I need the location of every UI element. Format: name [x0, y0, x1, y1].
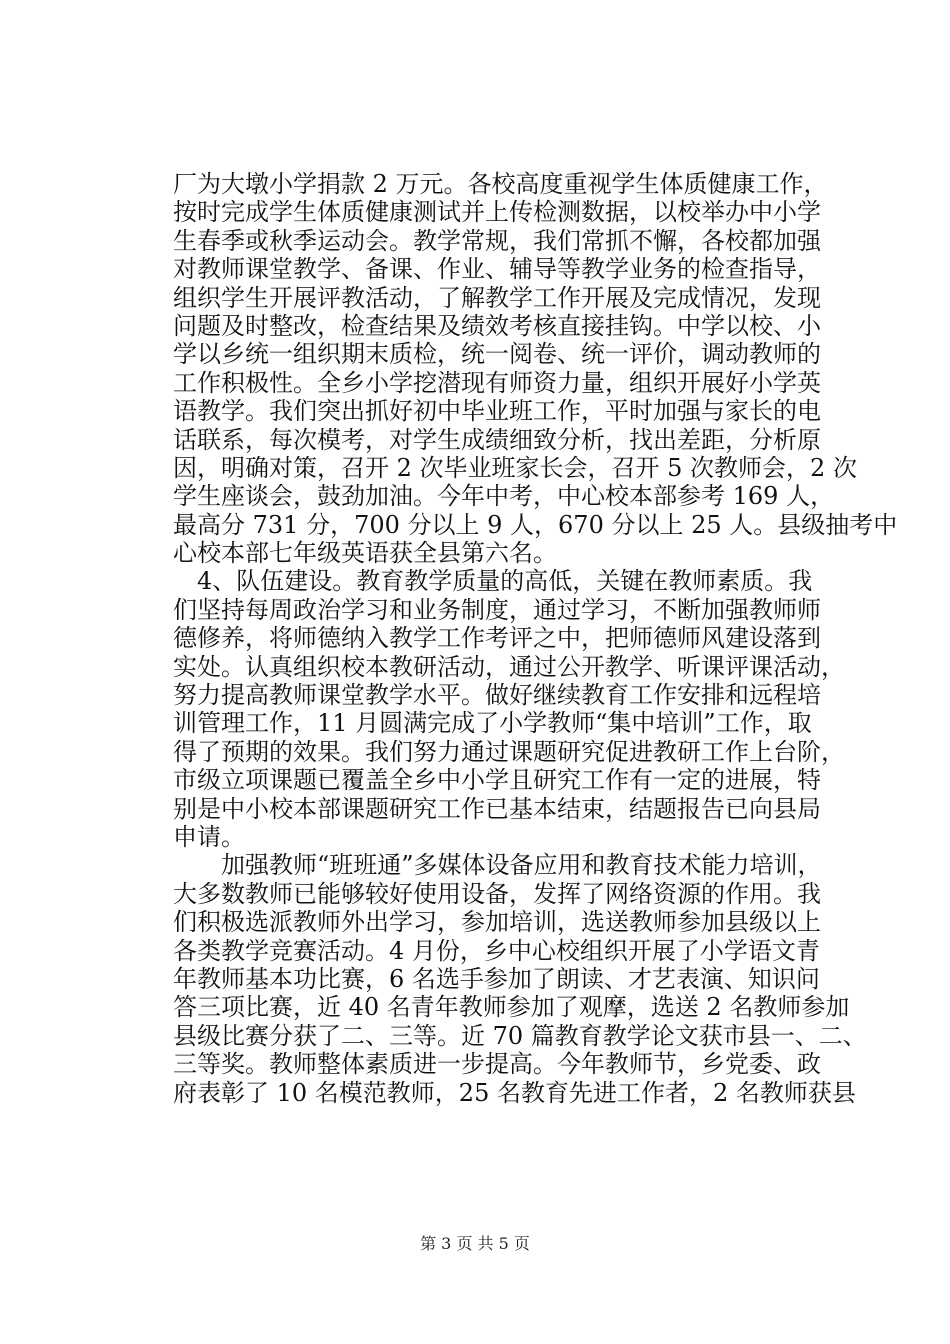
text-line: 心校本部七年级英语获全县第六名。	[173, 539, 557, 568]
text-line: 府表彰了 10 名模范教师，25 名教育先进工作者，2 名教师获县	[173, 1078, 856, 1107]
text-line: 组织学生开展评教活动，了解教学工作开展及完成情况，发现	[173, 283, 821, 312]
text-line: 语教学。我们突出抓好初中毕业班工作，平时加强与家长的电	[173, 397, 821, 426]
text-line: 问题及时整改，检查结果及绩效考核直接挂钩。中学以校、小	[173, 311, 821, 340]
text-line: 4、队伍建设。教育教学质量的高低，关键在教师素质。我	[173, 567, 813, 596]
text-line: 厂为大墩小学捐款 2 万元。各校高度重视学生体质健康工作，	[173, 170, 828, 198]
text-line: 加强教师“班班通”多媒体设备应用和教育技术能力培训，	[173, 851, 822, 880]
body-text	[173, 170, 898, 1107]
text-line: 申请。	[173, 822, 245, 851]
text-line: 答三项比赛，近 40 名青年教师参加了观摩，选送 2 名教师参加	[173, 993, 850, 1022]
text-line: 按时完成学生体质健康测试并上传检测数据，以校举办中小学	[173, 198, 821, 227]
text-line: 最高分 731 分，700 分以上 9 人，670 分以上 25 人。县级抽考中	[173, 510, 898, 539]
text-line: 各类教学竞赛活动。4 月份，乡中心校组织开展了小学语文青	[173, 936, 820, 965]
text-line: 们积极选派教师外出学习，参加培训，选送教师参加县级以上	[173, 908, 821, 937]
text-line: 县级比赛分获了二、三等。近 70 篇教育教学论文获市县一、二、	[173, 1021, 867, 1050]
text-line: 训管理工作，11 月圆满完成了小学教师“集中培训”工作，取	[173, 709, 812, 738]
text-line: 别是中小校本部课题研究工作已基本结束，结题报告已向县局	[173, 794, 821, 823]
text-line: 们坚持每周政治学习和业务制度，通过学习，不断加强教师师	[173, 595, 821, 624]
text-line: 学生座谈会，鼓劲加油。今年中考，中心校本部参考 169 人，	[173, 482, 835, 511]
text-line: 得了预期的效果。我们努力通过课题研究促进教研工作上台阶，	[173, 737, 845, 766]
text-line: 实处。认真组织校本教研活动，通过公开教学、听课评课活动，	[173, 652, 845, 681]
text-line: 市级立项课题已覆盖全乡中小学且研究工作有一定的进展，特	[173, 766, 821, 795]
text-line: 话联系，每次模考，对学生成绩细致分析，找出差距，分析原	[173, 425, 821, 454]
page-number-footer: 第 3 页 共 5 页	[420, 1234, 530, 1253]
text-line: 努力提高教师课堂教学水平。做好继续教育工作安排和远程培	[173, 681, 821, 710]
text-line: 学以乡统一组织期末质检，统一阅卷、统一评价，调动教师的	[173, 340, 821, 369]
text-line: 年教师基本功比赛，6 名选手参加了朗读、才艺表演、知识问	[173, 964, 820, 993]
text-line: 三等奖。教师整体素质进一步提高。今年教师节，乡党委、政	[173, 1050, 821, 1079]
text-line: 大多数教师已能够较好使用设备，发挥了网络资源的作用。我	[173, 879, 821, 908]
text-line: 生春季或秋季运动会。教学常规，我们常抓不懈，各校都加强	[173, 226, 821, 255]
text-line: 德修养，将师德纳入教学工作考评之中，把师德师风建设落到	[173, 624, 821, 653]
text-line: 工作积极性。全乡小学挖潜现有师资力量，组织开展好小学英	[173, 368, 821, 397]
text-line: 因，明确对策，召开 2 次毕业班家长会，召开 5 次教师会，2 次	[173, 453, 857, 482]
text-line: 对教师课堂教学、备课、作业、辅导等教学业务的检查指导，	[173, 255, 821, 284]
